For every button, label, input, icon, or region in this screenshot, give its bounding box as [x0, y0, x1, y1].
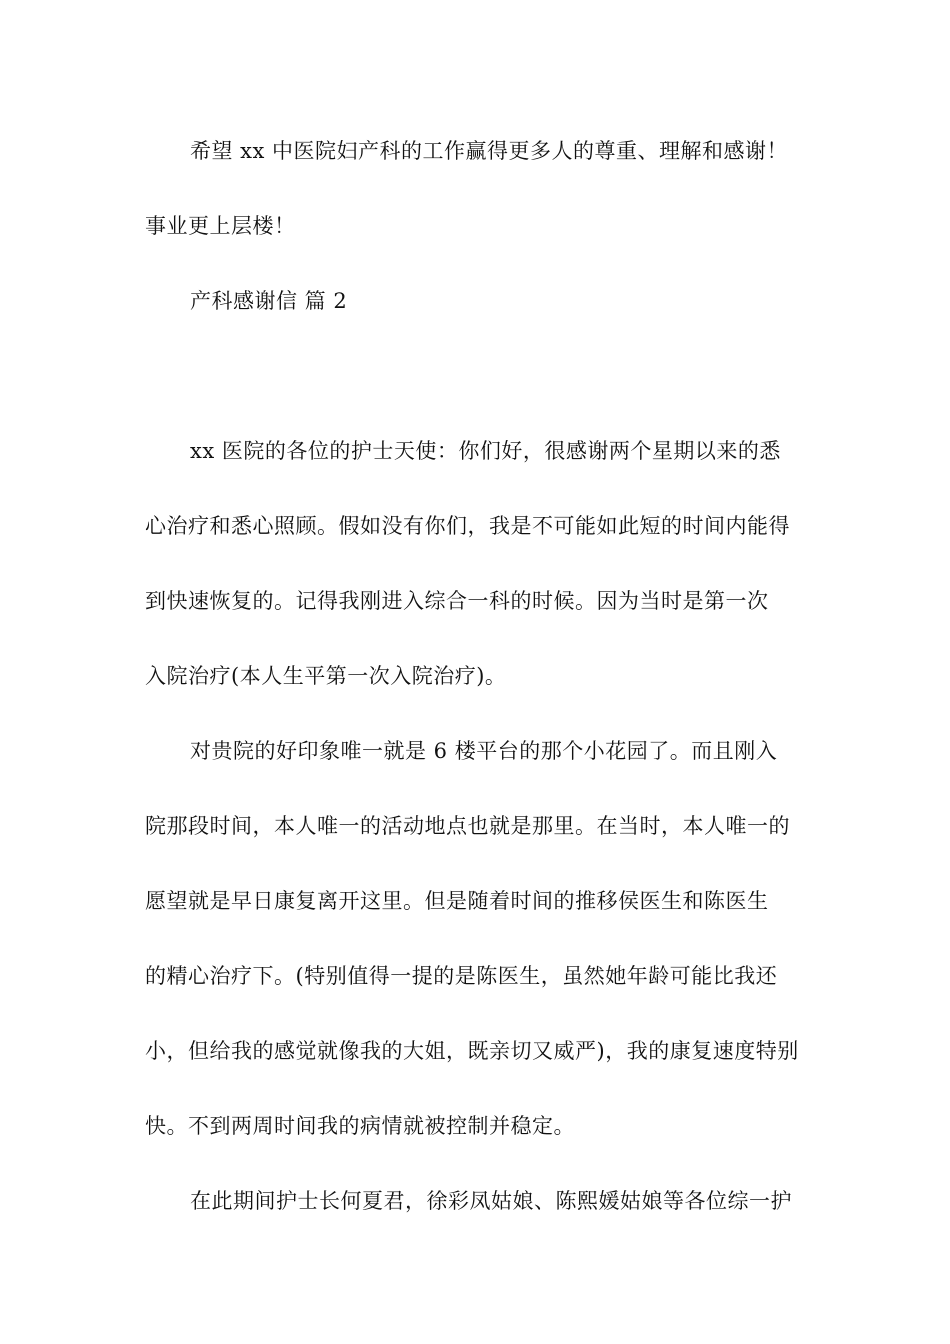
paragraph-line-1: 希望 xx 中医院妇产科的工作赢得更多人的尊重、理解和感谢！: [190, 139, 789, 163]
paragraph-line-12: 快。不到两周时间我的病情就被控制并稳定。: [145, 1114, 575, 1138]
paragraph-line-6: 入院治疗(本人生平第一次入院治疗)。: [145, 664, 507, 688]
paragraph-line-8: 院那段时间，本人唯一的活动地点也就是那里。在当时，本人唯一的: [145, 814, 790, 838]
paragraph-line-11: 小，但给我的感觉就像我的大姐，既亲切又威严)，我的康复速度特别: [145, 1039, 799, 1063]
paragraph-line-10: 的精心治疗下。(特别值得一提的是陈医生，虽然她年龄可能比我还: [145, 964, 778, 988]
paragraph-line-2: 事业更上层楼！: [145, 214, 296, 238]
paragraph-line-4: 心治疗和悉心照顾。假如没有你们，我是不可能如此短的时间内能得: [145, 514, 790, 538]
paragraph-line-9: 愿望就是早日康复离开这里。但是随着时间的推移侯医生和陈医生: [145, 889, 769, 913]
section-heading: 产科感谢信 篇 2: [190, 289, 348, 313]
paragraph-line-7: 对贵院的好印象唯一就是 6 楼平台的那个小花园了。而且刚入: [190, 739, 778, 763]
paragraph-line-5: 到快速恢复的。记得我刚进入综合一科的时候。因为当时是第一次: [145, 589, 769, 613]
paragraph-line-3: xx 医院的各位的护士天使：你们好，很感谢两个星期以来的悉: [190, 439, 781, 463]
paragraph-line-13: 在此期间护士长何夏君，徐彩凤姑娘、陈熙媛姑娘等各位综一护: [190, 1189, 792, 1213]
